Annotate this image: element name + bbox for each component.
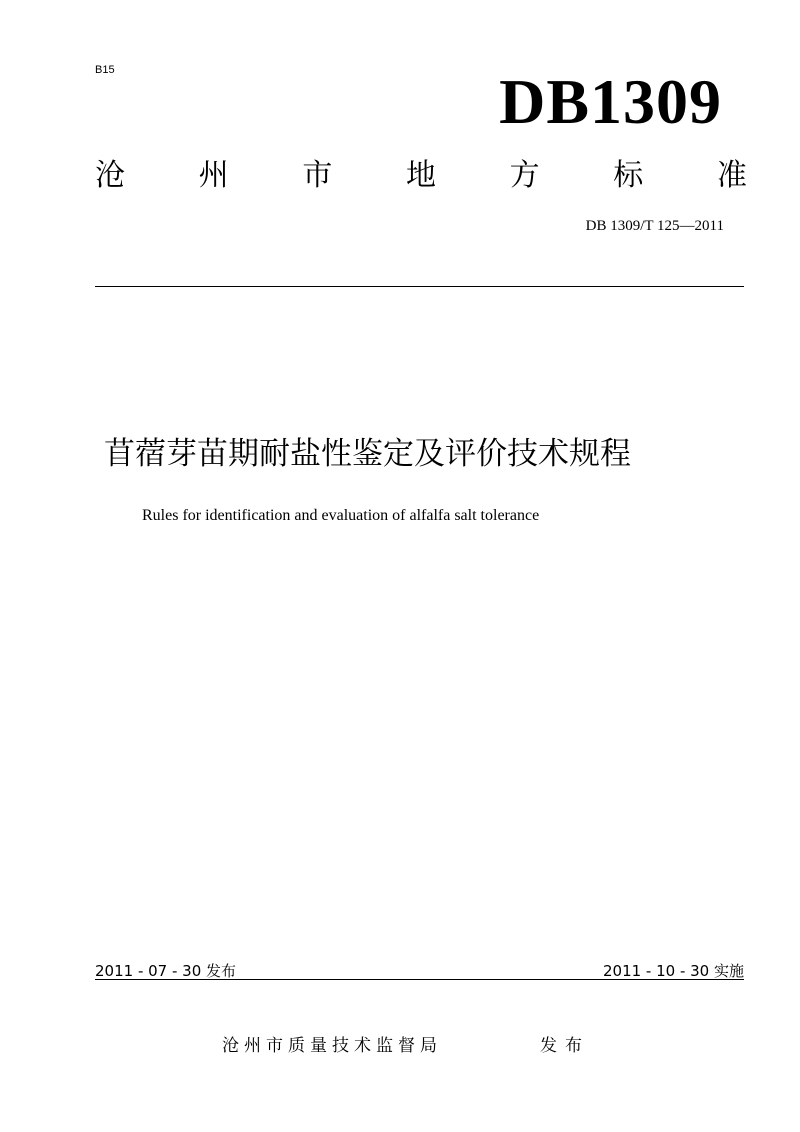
issuing-authority: 沧州市质量技术监督局 bbox=[222, 1036, 442, 1056]
top-divider bbox=[95, 286, 744, 287]
area-code: DB1309 bbox=[499, 66, 722, 137]
classification-code: B15 bbox=[95, 64, 115, 76]
release-date: 2011 - 07 - 30 发布 bbox=[95, 962, 237, 980]
document-title-chinese: 苜蓿芽苗期耐盐性鉴定及评价技术规程 bbox=[104, 436, 631, 472]
standard-type-char: 准 bbox=[716, 158, 747, 193]
bottom-divider bbox=[95, 979, 744, 980]
standard-type-char: 方 bbox=[509, 158, 540, 193]
issue-label: 发布 bbox=[540, 1036, 590, 1056]
standard-type-char: 州 bbox=[198, 158, 229, 193]
implementation-date: 2011 - 10 - 30 实施 bbox=[602, 962, 744, 980]
standard-number: DB 1309/T 125—2011 bbox=[585, 218, 724, 234]
standard-type-char: 地 bbox=[405, 158, 436, 193]
standard-type-char: 标 bbox=[613, 158, 644, 193]
standard-type-char: 沧 bbox=[95, 158, 125, 193]
standard-type-char: 市 bbox=[302, 158, 333, 193]
document-title-english: Rules for identification and evaluation of alfalfa salt tolerance bbox=[142, 507, 540, 524]
standard-type bbox=[95, 154, 747, 198]
